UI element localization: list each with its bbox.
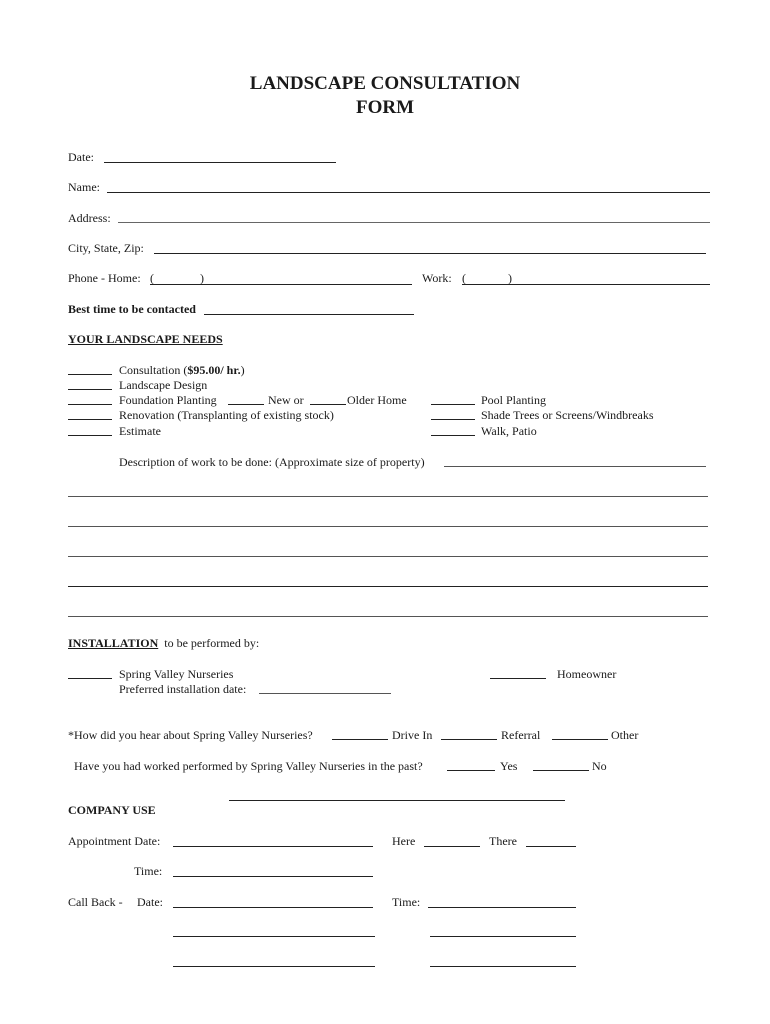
address-label: Address: bbox=[68, 211, 111, 225]
call-back-time-field[interactable] bbox=[428, 893, 576, 908]
shade-trees-item: Shade Trees or Screens/Windbreaks bbox=[481, 408, 654, 422]
name-field[interactable] bbox=[107, 178, 710, 193]
estimate-blank[interactable] bbox=[68, 435, 112, 436]
preferred-date-line[interactable] bbox=[259, 693, 391, 694]
no-blank[interactable] bbox=[533, 770, 589, 771]
homeowner-blank[interactable] bbox=[490, 678, 546, 679]
there-blank[interactable] bbox=[526, 846, 576, 847]
here-blank[interactable] bbox=[424, 846, 480, 847]
address-field[interactable] bbox=[118, 208, 710, 223]
description-line-0[interactable] bbox=[444, 466, 706, 467]
phone-work-label: Work: bbox=[422, 271, 452, 285]
here-label: Here bbox=[392, 834, 416, 848]
consultation-blank[interactable] bbox=[68, 374, 112, 375]
landscape-needs-heading: YOUR LANDSCAPE NEEDS bbox=[68, 332, 223, 346]
appointment-date-field[interactable] bbox=[173, 832, 373, 847]
foundation-planting-item: Foundation Planting bbox=[119, 393, 217, 407]
older-home-label: Older Home bbox=[347, 393, 407, 407]
drive-in-option: Drive In bbox=[392, 728, 433, 742]
phone-home-line[interactable] bbox=[150, 284, 412, 285]
phone-home-label: Phone - Home: bbox=[68, 271, 141, 285]
installation-heading: INSTALLATION bbox=[68, 636, 159, 650]
past-work-label: Have you had worked performed by Spring Valley Nurseries in the past? bbox=[74, 759, 423, 773]
renovation-blank[interactable] bbox=[68, 419, 112, 420]
call-back-label: Call Back - bbox=[68, 895, 123, 909]
new-or-label: New or bbox=[268, 393, 304, 407]
landscape-design-item: Landscape Design bbox=[119, 378, 208, 392]
extra-line-right-2[interactable] bbox=[430, 966, 576, 967]
foundation-planting-blank[interactable] bbox=[68, 404, 112, 405]
referral-blank[interactable] bbox=[441, 739, 497, 740]
new-home-blank[interactable] bbox=[228, 404, 264, 405]
date-field[interactable] bbox=[104, 148, 336, 163]
estimate-item: Estimate bbox=[119, 424, 161, 438]
best-time-label: Best time to be contacted bbox=[68, 302, 196, 316]
spring-valley-blank[interactable] bbox=[68, 678, 112, 679]
phone-work-paren-close: ) bbox=[508, 271, 512, 285]
description-line-2[interactable] bbox=[68, 526, 708, 527]
extra-line-left-2[interactable] bbox=[173, 966, 375, 967]
walk-patio-item: Walk, Patio bbox=[481, 424, 537, 438]
installation-heading-suffix: to be performed by: bbox=[164, 636, 260, 650]
homeowner-option: Homeowner bbox=[557, 667, 617, 681]
description-label: Description of work to be done: (Approximate size of property) bbox=[119, 455, 425, 469]
phone-home-paren-close: ) bbox=[200, 271, 204, 285]
other-option: Other bbox=[611, 728, 639, 742]
shade-trees-blank[interactable] bbox=[431, 419, 475, 420]
older-home-blank[interactable] bbox=[310, 404, 346, 405]
landscape-design-blank[interactable] bbox=[68, 389, 112, 390]
walk-patio-blank[interactable] bbox=[431, 435, 475, 436]
phone-work-paren-open: ( bbox=[462, 271, 466, 285]
other-blank[interactable] bbox=[552, 739, 608, 740]
consultation-item: Consultation ($95.00/ hr.) bbox=[119, 363, 245, 377]
best-time-field[interactable] bbox=[204, 300, 414, 315]
yes-option: Yes bbox=[500, 759, 518, 773]
call-back-date-field[interactable] bbox=[173, 893, 373, 908]
city-label: City, State, Zip: bbox=[68, 241, 144, 255]
description-line-4[interactable] bbox=[68, 586, 708, 587]
description-line-3[interactable] bbox=[68, 556, 708, 557]
extra-line-right-1[interactable] bbox=[430, 936, 576, 937]
company-use-heading: COMPANY USE bbox=[68, 803, 156, 817]
description-line-5[interactable] bbox=[68, 616, 708, 617]
installation-heading-row bbox=[68, 636, 259, 650]
renovation-item: Renovation (Transplanting of existing stock) bbox=[119, 408, 334, 422]
there-label: There bbox=[489, 834, 517, 848]
description-line-1[interactable] bbox=[68, 496, 708, 497]
pool-planting-blank[interactable] bbox=[431, 404, 475, 405]
call-back-time-label: Time: bbox=[392, 895, 421, 909]
hear-about-label: *How did you hear about Spring Valley Nurseries? bbox=[68, 728, 313, 742]
phone-home-paren-open: ( bbox=[150, 271, 154, 285]
yes-blank[interactable] bbox=[447, 770, 495, 771]
form-title-line2: FORM bbox=[355, 97, 415, 118]
company-divider bbox=[229, 800, 565, 801]
time-field[interactable] bbox=[173, 862, 373, 877]
referral-option: Referral bbox=[501, 728, 541, 742]
time-label: Time: bbox=[134, 864, 163, 878]
city-state-zip-field[interactable] bbox=[154, 239, 706, 254]
spring-valley-option: Spring Valley Nurseries bbox=[119, 667, 234, 681]
name-label: Name: bbox=[68, 180, 100, 194]
appointment-date-label: Appointment Date: bbox=[68, 834, 161, 848]
phone-work-line[interactable] bbox=[462, 284, 710, 285]
no-option: No bbox=[592, 759, 607, 773]
extra-line-left-1[interactable] bbox=[173, 936, 375, 937]
preferred-date-label: Preferred installation date: bbox=[119, 682, 247, 696]
pool-planting-item: Pool Planting bbox=[481, 393, 547, 407]
date-label: Date: bbox=[68, 150, 94, 164]
form-title-line1: LANDSCAPE CONSULTATION bbox=[249, 73, 521, 94]
call-back-date-label: Date: bbox=[137, 895, 163, 909]
drive-in-blank[interactable] bbox=[332, 739, 388, 740]
